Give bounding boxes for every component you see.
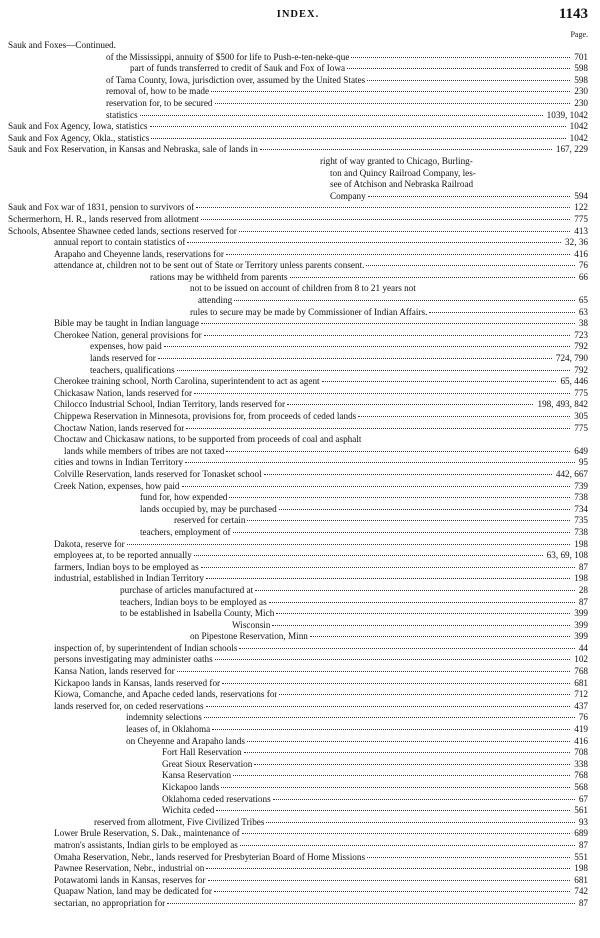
index-entry: [8, 469, 588, 481]
entry-pages: 65, 446: [560, 376, 588, 387]
entry-text: lands occupied by, may be purchased: [140, 503, 277, 514]
dot-leader: [260, 149, 552, 150]
dot-leader: [266, 822, 574, 823]
dot-leader: [177, 370, 571, 371]
entry-text: on Cheyenne and Arapaho lands: [126, 735, 245, 746]
index-entry: [8, 689, 588, 701]
entry-text: Oklahoma ceded reservations: [162, 793, 271, 804]
dot-leader: [196, 207, 570, 208]
entry-pages: 681: [574, 677, 588, 688]
entry-pages: 1042: [569, 121, 588, 132]
dot-leader: [140, 115, 543, 116]
dot-leader: [215, 659, 571, 660]
index-entry: [8, 283, 588, 295]
entry-pages: 305: [574, 411, 588, 421]
entry-pages: 416: [574, 248, 588, 259]
dot-leader: [290, 277, 575, 278]
entry-text: Wisconsin: [232, 619, 271, 630]
entry-pages: 87: [578, 596, 588, 607]
entry-pages: 28: [578, 584, 588, 595]
dot-leader: [150, 126, 566, 127]
entry-text: Choctaw Nation, lands reserved for: [54, 422, 185, 433]
entry-pages: 701: [574, 51, 588, 62]
entry-pages: 598: [574, 63, 588, 74]
index-entry: [8, 736, 588, 748]
dot-leader: [164, 346, 571, 347]
index-entry: [8, 411, 588, 423]
entry-pages: 738: [574, 526, 588, 537]
entry-text: Sauk and Fox Agency, Okla., statistics: [8, 132, 150, 143]
index-entry: [8, 98, 588, 110]
entry-pages: 198, 493, 842: [537, 399, 588, 410]
index-entry: [8, 40, 588, 52]
entry-text: cities and towns in Indian Territory: [54, 457, 184, 468]
dot-leader: [182, 486, 571, 487]
index-entry: [8, 724, 588, 736]
entry-text: statistics: [106, 109, 138, 120]
entry-text: employees at, to be reported annually: [54, 550, 192, 561]
index-entry: [8, 237, 588, 249]
dot-leader: [240, 845, 575, 846]
index-entry: [8, 75, 588, 87]
entry-pages: 399: [574, 608, 588, 619]
entry-pages: 38: [578, 318, 588, 329]
entry-text: not to be issued on account of children from 8 to 21 years not: [190, 283, 416, 294]
dot-leader: [229, 497, 570, 498]
dot-leader: [222, 683, 570, 684]
dot-leader: [358, 416, 570, 417]
index-entry: [8, 539, 588, 551]
entry-text: Bible may be taught in Indian language: [54, 318, 199, 329]
dot-leader: [194, 555, 543, 556]
entry-text: lands reserved for, on ceded reservations: [54, 700, 204, 711]
entry-text: Cherokee Nation, general provisions for: [54, 329, 202, 340]
dot-leader: [208, 880, 571, 881]
entry-pages: 198: [574, 538, 588, 549]
entry-text: ton and Quincy Railroad Company, les-: [330, 167, 476, 178]
entry-text: Colville Reservation, lands reserved for Tonasket school: [54, 468, 262, 479]
dot-leader: [366, 265, 574, 266]
dot-leader: [247, 520, 570, 521]
entry-text: see of Atchison and Nebraska Railroad: [330, 179, 474, 190]
entry-text: on Pipestone Reservation, Minn: [190, 631, 308, 642]
entry-pages: 723: [574, 329, 588, 340]
index-entry: [8, 886, 588, 898]
entry-text: Quapaw Nation, land may be dedicated for: [54, 886, 212, 897]
entry-text: inspection of, by superintendent of Indian schools: [54, 642, 238, 653]
dot-leader: [272, 625, 570, 626]
entry-text: to be established in Isabella County, Mich: [120, 608, 275, 619]
dot-leader: [347, 68, 570, 69]
entry-pages: 87: [578, 561, 588, 572]
dot-leader: [239, 231, 570, 232]
entry-pages: 1042: [569, 132, 588, 143]
dot-leader: [187, 242, 561, 243]
index-entry: [8, 840, 588, 852]
entry-pages: 768: [574, 770, 588, 781]
index-entry: [8, 527, 588, 539]
entry-text: Pawnee Reservation, Nebr., industrial on: [54, 863, 205, 874]
dot-leader: [351, 57, 570, 58]
entry-pages: 102: [574, 654, 588, 665]
entry-text: Kickapoo lands in Kansas, lands reserved for: [54, 677, 221, 688]
entry-pages: 551: [574, 851, 588, 862]
dot-leader: [194, 393, 570, 394]
entry-pages: 66: [578, 271, 588, 282]
entry-text: Schools, Absentee Shawnee ceded lands, sections reserved for: [8, 225, 237, 236]
index-entry: [8, 86, 588, 98]
entry-pages: 230: [574, 97, 588, 108]
dot-leader: [151, 138, 565, 139]
dot-leader: [226, 254, 570, 255]
index-entry: [8, 307, 588, 319]
index-entry: [8, 712, 588, 724]
entry-text: attendance at, children not to be sent out of State or Territory unless parents consent.: [54, 260, 365, 271]
entry-text: Potawatomi lands in Kansas, reserves for: [54, 874, 206, 885]
index-entry: [8, 747, 588, 759]
entry-text: attending: [198, 295, 233, 306]
entry-text: reserved from allotment, Five Civilized Tribes: [94, 816, 265, 827]
index-entry: [8, 434, 588, 446]
dot-leader: [368, 196, 570, 197]
entry-pages: 689: [574, 828, 588, 839]
entry-text: Sauk and Foxes—Continued.: [8, 40, 116, 50]
index-entry: [8, 272, 588, 284]
index-entry: [8, 504, 588, 516]
entry-pages: 712: [574, 689, 588, 700]
entry-text: Dakota, reserve for: [54, 538, 125, 549]
entry-text: persons investigating may administer oaths: [54, 654, 213, 665]
index-entry: [8, 144, 588, 156]
dot-leader: [233, 775, 570, 776]
dot-leader: [269, 602, 575, 603]
entry-text: teachers, qualifications: [90, 364, 175, 375]
index-entry: [8, 388, 588, 400]
entry-text: teachers, employment of: [140, 526, 231, 537]
dot-leader: [158, 358, 552, 359]
page-column-heading: Page.: [570, 30, 588, 39]
entry-pages: 739: [574, 480, 588, 491]
dot-leader: [273, 799, 575, 800]
running-head: [8, 6, 588, 30]
entry-text: fund for, how expended: [140, 492, 228, 503]
dot-leader: [234, 300, 575, 301]
entry-text: Kansa Nation, lands reserved for: [54, 666, 175, 677]
index-entry: [8, 701, 588, 713]
entry-text: of Tama County, Iowa, jurisdiction over, assumed by the United States: [106, 74, 366, 85]
index-entry: [8, 817, 588, 829]
entry-text: Sauk and Fox Agency, Iowa, statistics: [8, 121, 148, 132]
entry-pages: 44: [578, 642, 588, 653]
dot-leader: [186, 428, 570, 429]
entry-pages: 63, 69, 108: [546, 550, 588, 561]
index-entry: [8, 295, 588, 307]
entry-pages: 93: [578, 816, 588, 827]
dot-leader: [204, 717, 575, 718]
dot-leader: [167, 903, 575, 904]
entry-pages: 65: [578, 295, 588, 306]
dot-leader: [212, 729, 570, 730]
entry-text: right of way granted to Chicago, Burling-: [320, 155, 473, 166]
entry-pages: 76: [578, 712, 588, 723]
index-entry: [8, 643, 588, 655]
index-entry: [8, 63, 588, 75]
entry-pages: 63: [578, 306, 588, 317]
entry-pages: 167, 229: [555, 144, 588, 155]
dot-leader: [429, 312, 574, 313]
entry-pages: 768: [574, 666, 588, 677]
entry-pages: 775: [574, 387, 588, 398]
entry-pages: 198: [574, 573, 588, 584]
index-entry: [8, 515, 588, 527]
entry-pages: 198: [574, 863, 588, 874]
index-entry: [8, 875, 588, 887]
dot-leader: [201, 567, 575, 568]
dot-leader: [244, 752, 571, 753]
index-entry: [8, 863, 588, 875]
entry-text: indemnity selections: [126, 712, 202, 723]
index-entry: [8, 330, 588, 342]
entry-text: farmers, Indian boys to be employed as: [54, 561, 199, 572]
entry-pages: 649: [574, 445, 588, 456]
index-entry: [8, 770, 588, 782]
index-entry: [8, 794, 588, 806]
entry-pages: 734: [574, 503, 588, 514]
entry-pages: 738: [574, 492, 588, 503]
index-entry: [8, 365, 588, 377]
index-entry: [8, 191, 588, 203]
index-entry: [8, 852, 588, 864]
entry-pages: 419: [574, 724, 588, 735]
entry-text: of the Mississippi, annuity of $500 for life to Push-e-ten-neke-que: [106, 51, 350, 62]
entry-pages: 792: [574, 364, 588, 375]
index-entry: [8, 341, 588, 353]
entry-text: Sauk and Fox war of 1831, pension to survivors of: [8, 202, 195, 213]
dot-leader: [214, 891, 570, 892]
entry-text: part of funds transferred to credit of Sauk and Fox of Iowa: [130, 63, 346, 74]
index-entry: [8, 249, 588, 261]
dot-leader: [226, 451, 570, 452]
dot-leader: [211, 91, 570, 92]
dot-leader: [206, 706, 571, 707]
entry-pages: 792: [574, 341, 588, 352]
dot-leader: [367, 80, 570, 81]
dot-leader: [201, 323, 575, 324]
dot-leader: [242, 833, 570, 834]
entry-text: purchase of articles manufactured at: [120, 584, 254, 595]
entry-text: Great Sioux Reservation: [162, 758, 253, 769]
index-entry: [8, 585, 588, 597]
index-entry: [8, 608, 588, 620]
entry-pages: 76: [578, 260, 588, 271]
entry-text: removal of, how to be made: [106, 86, 210, 97]
index-entry: [8, 481, 588, 493]
index-entries: [8, 40, 588, 910]
dot-leader: [279, 509, 571, 510]
entry-text: Choctaw and Chickasaw nations, to be supported from proceeds of coal and asphalt: [54, 434, 362, 445]
index-entry: [8, 226, 588, 238]
entry-text: Arapaho and Cheyenne lands, reservations for: [54, 248, 224, 259]
entry-pages: 708: [574, 747, 588, 758]
entry-pages: 67: [578, 793, 588, 804]
dot-leader: [279, 694, 570, 695]
running-title: INDEX.: [276, 9, 320, 20]
index-entry: [8, 492, 588, 504]
entry-pages: 87: [578, 839, 588, 850]
index-entry: [8, 318, 588, 330]
index-entry: [8, 52, 588, 64]
entry-pages: 598: [574, 74, 588, 85]
entry-pages: 594: [574, 190, 588, 201]
entry-text: Sauk and Fox Reservation, in Kansas and Nebraska, sale of lands in: [8, 144, 258, 155]
dot-leader: [215, 103, 571, 104]
dot-leader: [287, 404, 533, 405]
dot-leader: [239, 648, 574, 649]
index-entry: [8, 805, 588, 817]
index-entry: [8, 597, 588, 609]
index-entry: [8, 654, 588, 666]
entry-pages: 724, 790: [555, 353, 588, 364]
entry-text: teachers, Indian boys to be employed as: [120, 596, 267, 607]
entry-text: Company: [330, 190, 366, 201]
dot-leader: [367, 857, 570, 858]
entry-pages: 568: [574, 782, 588, 792]
dot-leader: [127, 544, 571, 545]
index-entry: [8, 121, 588, 133]
dot-leader: [185, 462, 575, 463]
entry-text: Lower Brule Reservation, S. Dak., maintenance of: [54, 828, 240, 839]
entry-text: leases of, in Oklahoma: [126, 724, 211, 735]
entry-text: annual report to contain statistics of: [54, 237, 186, 248]
index-entry: [8, 759, 588, 771]
index-entry: [8, 828, 588, 840]
entry-text: reserved for certain: [174, 515, 246, 526]
entry-text: Kansa Reservation: [162, 770, 232, 781]
entry-pages: 561: [574, 805, 588, 816]
entry-text: industrial, established in Indian Territory: [54, 573, 204, 584]
index-entry: [8, 550, 588, 562]
entry-text: rules to secure may be made by Commissioner of Indian Affairs.: [190, 306, 428, 317]
entry-text: Kickapoo lands: [162, 782, 220, 792]
entry-text: reservation for, to be secured: [106, 97, 213, 108]
index-entry: [8, 666, 588, 678]
entry-text: Chilocco Industrial School, Indian Territory, lands reserved for: [54, 399, 286, 410]
index-entry: [8, 678, 588, 690]
index-entry: [8, 399, 588, 411]
entry-text: Omaha Reservation, Nebr., lands reserved for Presbyterian Board of Home Missions: [54, 851, 366, 862]
entry-text: Wichita ceded: [162, 805, 215, 816]
index-entry: [8, 620, 588, 632]
entry-pages: 399: [574, 631, 588, 642]
index-entry: [8, 260, 588, 272]
index-entry: [8, 214, 588, 226]
entry-text: Chickasaw Nation, lands reserved for: [54, 387, 193, 398]
dot-leader: [206, 578, 570, 579]
dot-leader: [204, 335, 570, 336]
entry-text: sectarian, no appropriation for: [54, 897, 166, 908]
index-entry: [8, 376, 588, 388]
index-entry: [8, 562, 588, 574]
index-entry: [8, 156, 588, 168]
dot-leader: [264, 474, 552, 475]
dot-leader: [322, 381, 557, 382]
entry-text: Chippewa Reservation in Minnesota, provisions for, from proceeds of ceded lands: [54, 411, 357, 421]
entry-text: Fort Hall Reservation: [162, 747, 242, 758]
entry-text: Creek Nation, expenses, how paid: [54, 480, 180, 491]
dot-leader: [276, 613, 570, 614]
index-entry: [8, 782, 588, 794]
dot-leader: [254, 764, 570, 765]
dot-leader: [221, 787, 570, 788]
dot-leader: [255, 590, 575, 591]
index-entry: [8, 423, 588, 435]
index-entry: [8, 168, 588, 180]
page-number: 1143: [558, 6, 588, 22]
entry-pages: 416: [574, 735, 588, 746]
dot-leader: [247, 741, 570, 742]
entry-pages: 442, 667: [555, 468, 588, 479]
entry-pages: 437: [574, 700, 588, 711]
entry-text: rations may be withheld from parents: [150, 271, 288, 282]
entry-pages: 399: [574, 619, 588, 630]
index-entry: [8, 446, 588, 458]
dot-leader: [201, 219, 570, 220]
entry-pages: 742: [574, 886, 588, 897]
index-entry: [8, 573, 588, 585]
entry-pages: 230: [574, 86, 588, 97]
entry-text: Cherokee training school, North Carolina, superintendent to act as agent: [54, 376, 320, 387]
entry-text: expenses, how paid: [90, 341, 162, 352]
entry-pages: 735: [574, 515, 588, 526]
entry-pages: 775: [574, 213, 588, 224]
entry-pages: 413: [574, 225, 588, 236]
index-entry: [8, 457, 588, 469]
dot-leader: [216, 810, 570, 811]
entry-text: Schermerhorn, H. R., lands reserved from allotment: [8, 213, 199, 224]
entry-text: lands reserved for: [90, 353, 156, 364]
index-entry: [8, 631, 588, 643]
entry-pages: 32, 36: [565, 237, 588, 248]
dot-leader: [310, 636, 570, 637]
entry-pages: 681: [574, 874, 588, 885]
dot-leader: [177, 671, 571, 672]
index-entry: [8, 353, 588, 365]
index-entry: [8, 898, 588, 910]
dot-leader: [233, 532, 571, 533]
dot-leader: [206, 868, 570, 869]
entry-text: Kiowa, Comanche, and Apache ceded lands, reservations for: [54, 689, 278, 700]
index-entry: [8, 202, 588, 214]
index-entry: [8, 133, 588, 145]
entry-pages: 1039, 1042: [546, 109, 588, 120]
entry-pages: 775: [574, 422, 588, 433]
entry-pages: 87: [578, 897, 588, 908]
entry-text: lands while members of tribes are not taxed: [64, 445, 225, 456]
index-entry: [8, 110, 588, 122]
index-entry: [8, 179, 588, 191]
entry-pages: 338: [574, 758, 588, 769]
entry-text: matron's assistants, Indian girls to be employed as: [54, 839, 238, 850]
entry-pages: 95: [578, 457, 588, 468]
entry-pages: 122: [574, 202, 588, 213]
